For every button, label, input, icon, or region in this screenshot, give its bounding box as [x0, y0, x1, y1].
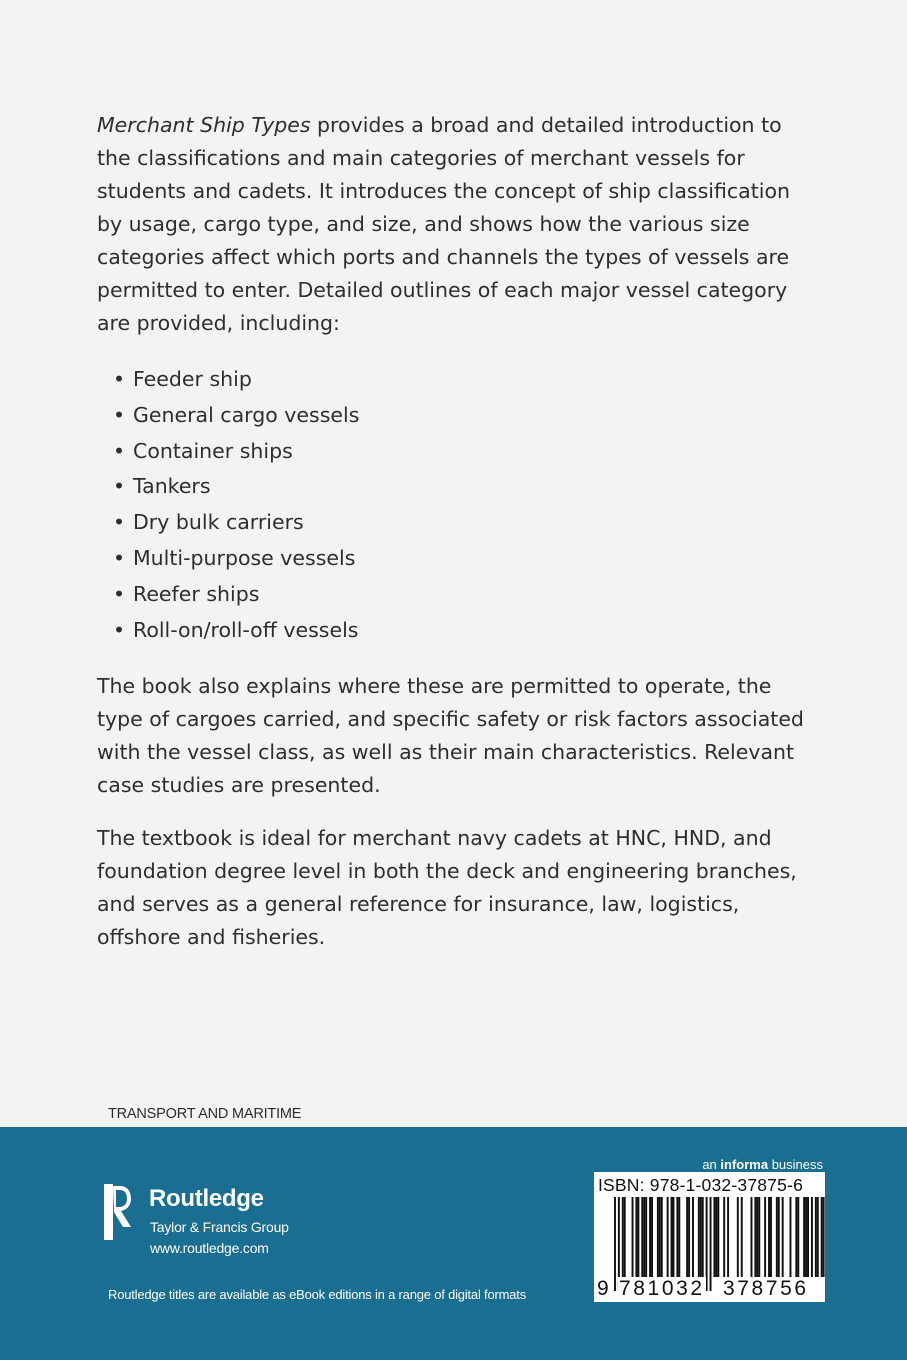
publisher-group: Taylor & Francis Group [150, 1219, 289, 1235]
operations-paragraph: The book also explains where these are permitted to operate, the type of cargoes carried, and specific safety or risk factors associated with the vessel class, as well as their main characteristics. Relevant case studies are presented. [97, 674, 804, 798]
routledge-logo-icon [104, 1184, 132, 1240]
bullet-icon: • [113, 545, 126, 570]
list-item: • Dry bulk carriers [113, 505, 817, 541]
bullet-icon: • [113, 617, 126, 642]
bullet-icon: • [113, 510, 126, 535]
subject-category: TRANSPORT AND MARITIME [108, 1106, 302, 1122]
list-item: • Reefer ships [113, 577, 817, 613]
list-item: • Tankers [113, 469, 817, 505]
barcode-right-digits: 378756 [723, 1277, 809, 1300]
vessel-category-list [97, 362, 817, 648]
svg-text:R: R [115, 1223, 121, 1228]
bullet-icon: • [113, 438, 126, 463]
isbn-label: ISBN: 978-1-032-37875-6 [598, 1175, 804, 1195]
publisher-name: Routledge [149, 1185, 264, 1212]
audience-paragraph: The textbook is ideal for merchant navy cadets at HNC, HND, and foundation degree level in both the deck and engineering branches, and serves as a general reference for insurance, law, logistics, offshore and fisheries. [97, 826, 797, 950]
barcode-digits [594, 1275, 825, 1302]
barcode-left-digits: 781032 [619, 1277, 705, 1300]
bullet-icon: • [113, 367, 126, 391]
back-cover-blurb [97, 109, 817, 954]
list-item: • Container ships [113, 434, 817, 470]
bullet-icon: • [113, 402, 126, 427]
list-item: • Multi-purpose vessels [113, 541, 817, 577]
list-item: • Roll-on/roll-off vessels [113, 613, 817, 649]
intro-paragraph [97, 109, 817, 340]
intro-text: provides a broad and detailed introduction to the classifications and main categories of merchant vessels for students and cadets. It introduces the concept of ship classification by usage, cargo type, and size, and shows how the various size categories affect which ports and channels the types of vessels are permitted to enter. Detailed outlines of each major vessel category are provided, including: [97, 113, 790, 335]
barcode-first-digit: 9 [597, 1277, 609, 1300]
list-item: • Feeder ship [113, 362, 817, 398]
bullet-icon: • [113, 474, 126, 499]
bullet-icon: • [113, 581, 126, 606]
isbn-barcode [594, 1172, 825, 1302]
book-title: Merchant Ship Types [97, 113, 311, 137]
list-item: • General cargo vessels [113, 398, 817, 434]
publisher-footer [0, 1127, 907, 1360]
ebook-note: Routledge titles are available as eBook editions in a range of digital formats [108, 1287, 526, 1302]
publisher-url[interactable]: www.routledge.com [150, 1240, 269, 1256]
informa-tagline: an informa business [702, 1157, 823, 1172]
